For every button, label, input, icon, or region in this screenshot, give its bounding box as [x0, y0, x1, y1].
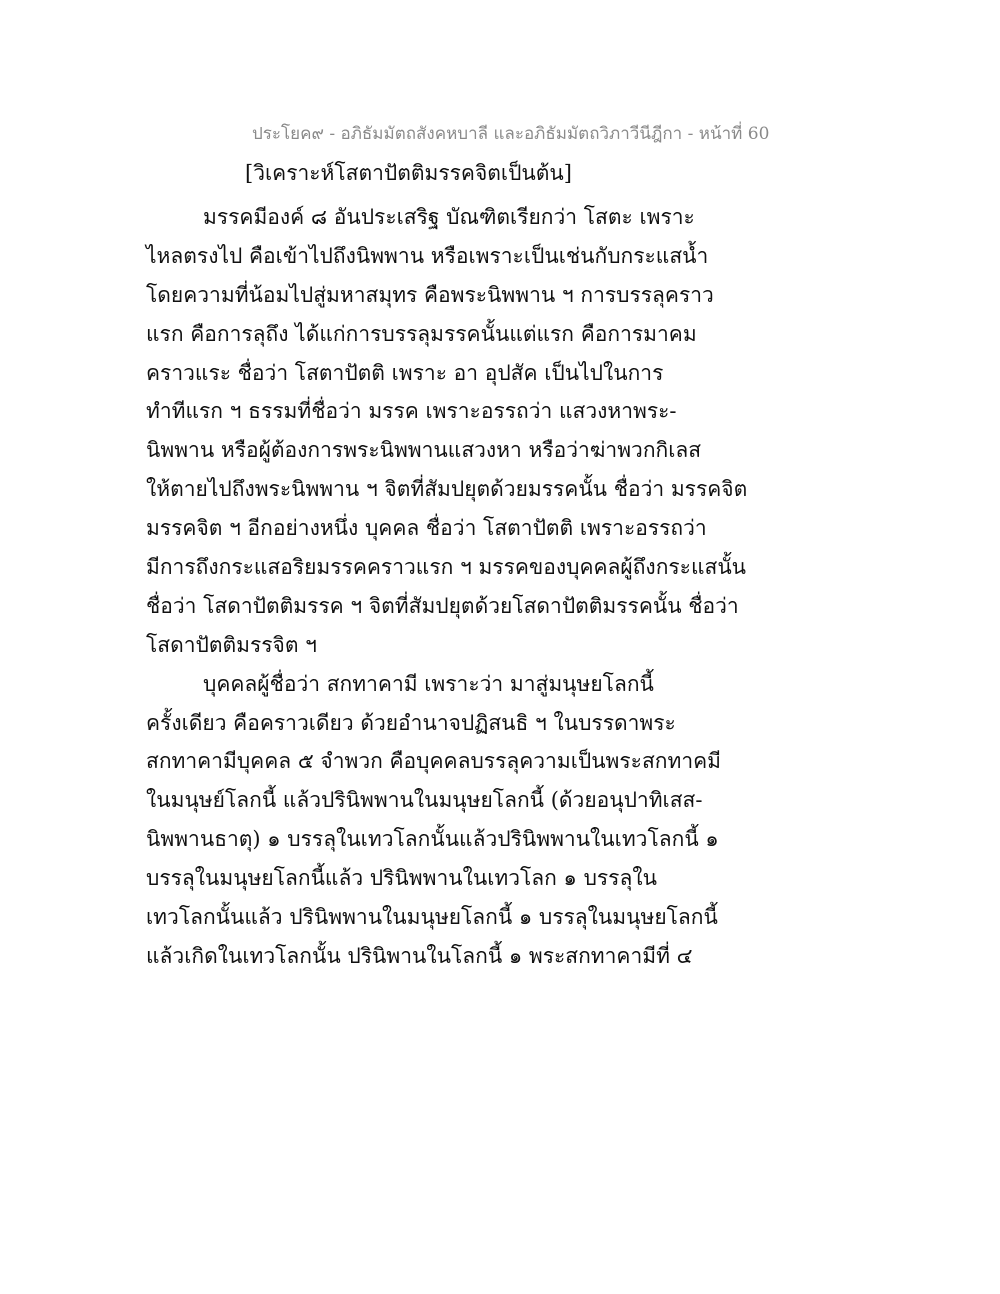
paragraph-2-line: สกทาคามีบุคคล ๕ จำพวก คือบุคคลบรรลุความเป็นพระสกทาคมี [146, 749, 722, 774]
body-text [146, 198, 748, 976]
paragraph-1-line: โสดาปัตติมรรจิต ฯ [146, 632, 317, 657]
paragraph-1-line: มรรคจิต ฯ อีกอย่างหนึ่ง บุคคล ชื่อว่า โสตาปัตติ เพราะอรรถว่า [146, 516, 707, 541]
paragraph-2-line: บุคคลผู้ชื่อว่า สกทาคามี เพราะว่า มาสู่มนุษยโลกนี้ [203, 671, 654, 696]
paragraph-2-line: แล้วเกิดในเทวโลกนั้น ปรินิพานในโลกนี้ ๑ พระสกทาคามีที่ ๔ [146, 943, 693, 968]
paragraph-2-line: นิพพานธาตุ) ๑ บรรลุในเทวโลกนั้นแล้วปรินิพพานในเทวโลกนี้ ๑ [146, 827, 719, 852]
paragraph-1-line: มรรคมีองค์ ๘ อันประเสริฐ บัณฑิตเรียกว่า โสตะ เพราะ [203, 205, 695, 229]
paragraph-1-line: นิพพาน หรือผู้ต้องการพระนิพพานแสวงหา หรือว่าฆ่าพวกกิเลส [146, 438, 702, 463]
paragraph-1-line: ชื่อว่า โสดาปัตติมรรค ฯ จิตที่สัมปยุตด้วยโสดาปัตติมรรคนั้น ชื่อว่า [146, 593, 739, 618]
paragraph-1-line: มีการถึงกระแสอริยมรรคคราวแรก ฯ มรรคของบุคคลผู้ถึงกระแสนั้น [146, 555, 747, 580]
paragraph-2-line: บรรลุในมนุษยโลกนี้แล้ว ปรินิพพานในเทวโลก ๑ บรรลุใน [146, 866, 657, 891]
paragraph-1-line: ให้ตายไปถึงพระนิพพาน ฯ จิตที่สัมปยุตด้วยมรรคนั้น ชื่อว่า มรรคจิต [146, 477, 748, 502]
paragraph-1-line: ทำทีแรก ฯ ธรรมที่ชื่อว่า มรรค เพราะอรรถว่า แสวงหาพระ- [146, 399, 677, 424]
paragraph-2-line: เทวโลกนั้นแล้ว ปรินิพพานในมนุษยโลกนี้ ๑ บรรลุในมนุษยโลกนี้ [146, 905, 718, 930]
section-heading: [วิเคราะห์โสตาปัตติมรรคจิตเป็นต้น] [245, 161, 572, 185]
paragraph-1-line: แรก คือการลุถึง ได้แก่การบรรลุมรรคนั้นแต่แรก คือการมาคม [146, 321, 697, 346]
paragraph-1-line: คราวแระ ชื่อว่า โสตาปัตติ เพราะ อา อุปสัค เป็นไปในการ [146, 360, 664, 385]
paragraph-2-line: ครั้งเดียว คือคราวเดียว ด้วยอำนาจปฏิสนธิ ฯ ในบรรดาพระ [146, 710, 676, 735]
paragraph-1-line: ไหลตรงไป คือเข้าไปถึงนิพพาน หรือเพราะเป็นเช่นกับกระแสน้ำ [146, 243, 709, 268]
page-header: ประโยค๙ - อภิธัมมัตถสังคหบาลี และอภิธัมมัตถวิภาวีนีฎีกา - หน้าที่ 60 [252, 124, 770, 144]
paragraph-1-line: โดยความที่น้อมไปสู่มหาสมุทร คือพระนิพพาน ฯ การบรรลุคราว [146, 282, 714, 307]
paragraph-2-line: ในมนุษย์โลกนี้ แล้วปรินิพพานในมนุษยโลกนี้ (ด้วยอนุปาทิเสส- [146, 788, 703, 813]
